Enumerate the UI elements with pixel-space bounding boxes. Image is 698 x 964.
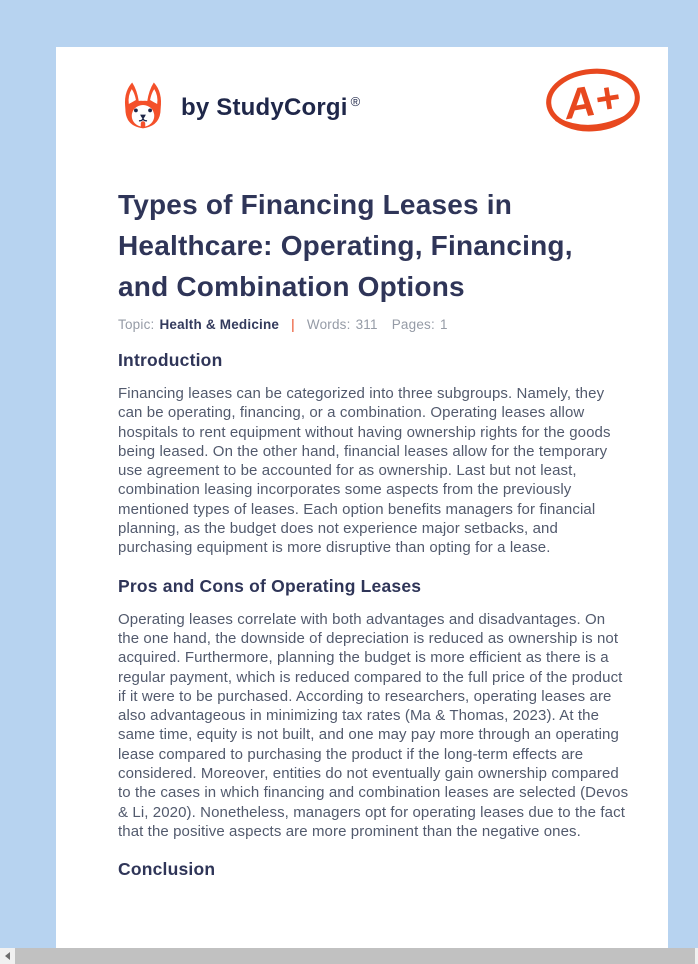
scroll-left-button[interactable] [0, 948, 15, 964]
registered-trademark: ® [350, 93, 361, 109]
section-body-pros-cons: Operating leases correlate with both advantages and disadvantages. On the one hand, the downside of depreciation is reduced as ownership is not acquired. Furthermore, planning the budget is more efficient as there is a regular payment, which is reduced compared to the full price of the product if it were to be purchased. According to researchers, operating leases are also advantageous in minimizing tax rates (Ma & Thomas, 2023). At the same time, equity is not built, and one may pay more through an operating lease compared to purchasing the product if the long-term effects are considered. Moreover, entities do not eventually gain ownership compared to the cases in which financing and combination leases are selected (Devos & Li, 2020). Nonetheless, managers opt for operating leases due to the fact that the positive aspects are more prominent than the negative ones. [118, 610, 629, 840]
topic-value: Health & Medicine [159, 317, 280, 332]
section-heading-conclusion: Conclusion [118, 859, 216, 880]
a-plus-grade-badge-icon [540, 64, 646, 138]
meta-separator: | [291, 317, 295, 332]
pages-value: 1 [439, 317, 448, 332]
words-label: Words: [306, 317, 351, 332]
scrollbar-thumb[interactable] [15, 948, 695, 964]
section-heading-pros-cons: Pros and Cons of Operating Leases [118, 575, 422, 596]
topic-label: Topic: [118, 317, 155, 332]
grade-badge-text: A+ [560, 72, 624, 130]
brand-name-text: by StudyCorgi [181, 93, 348, 121]
page-header [118, 72, 630, 138]
corgi-icon [118, 80, 168, 135]
scroll-left-arrow-icon [5, 952, 10, 960]
studycorgi-logo [118, 80, 360, 135]
meta-row [118, 317, 630, 332]
horizontal-scrollbar[interactable] [0, 948, 698, 964]
section-heading-introduction: Introduction [118, 350, 223, 370]
words-value: 311 [355, 317, 378, 332]
pages-label: Pages: [391, 317, 435, 332]
brand-name [181, 94, 360, 122]
essay-page [56, 47, 668, 964]
section-conclusion [118, 859, 630, 880]
page-title: Types of Financing Leases in Healthcare: Operating, Financing, and Combination Options [118, 189, 573, 302]
section-introduction [118, 350, 630, 558]
section-pros-cons [118, 576, 630, 842]
section-body-introduction: Financing leases can be categorized into three subgroups. Namely, they can be operating, financing, or a combination. Operating leases allow hospitals to rent equipment without having ownership rights for the goods being leased. On the other hand, financial leases allow for the temporary use agreement to be accounted for as ownership. Last but not least, combination leasing incorporates some aspects from the previously mentioned types of leases. Each option benefits managers for financial planning, as the budget does not experience major setbacks, and purchasing equipment is more disruptive than opting for a lease. [118, 385, 611, 557]
